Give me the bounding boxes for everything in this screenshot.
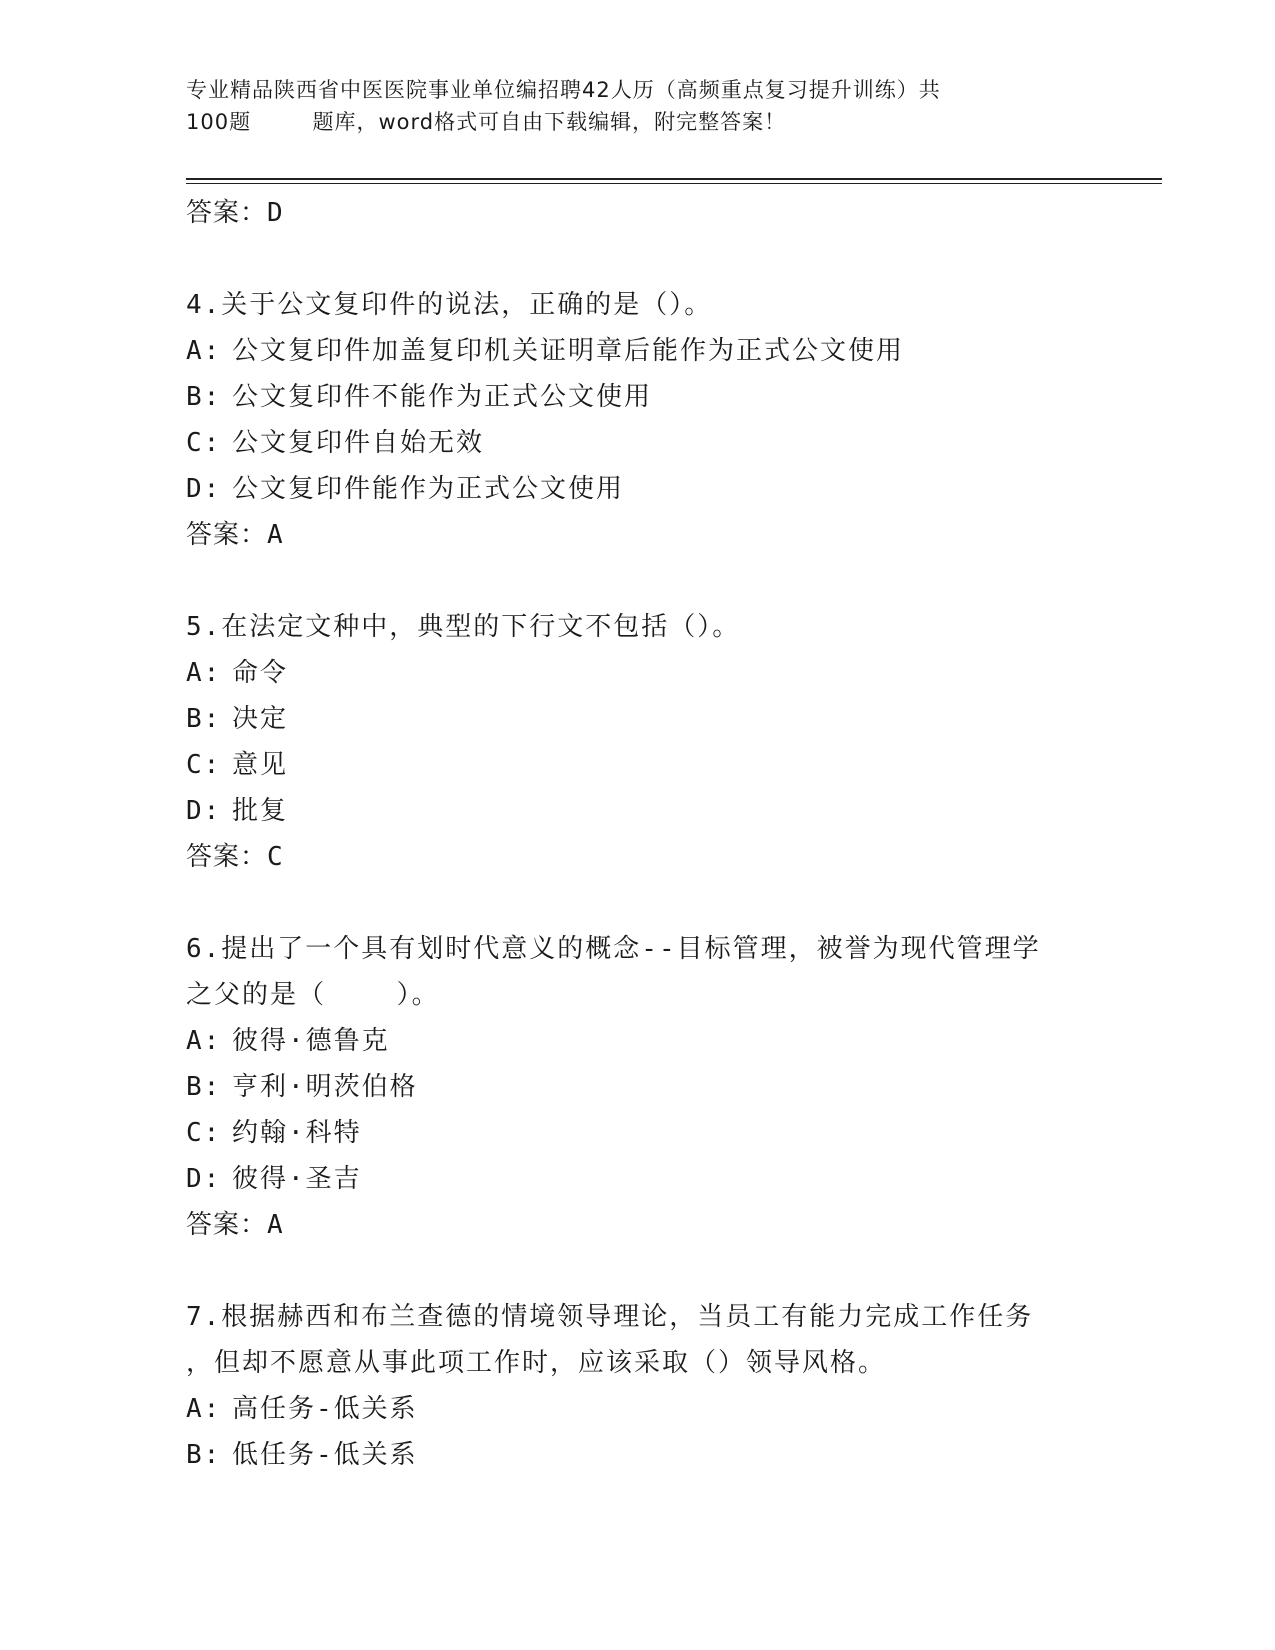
question-option (186, 650, 1086, 696)
question-option (186, 420, 1086, 466)
option-text: 彼得·德鲁克 (232, 1026, 390, 1056)
option-letter: C: (186, 750, 222, 780)
option-letter: D: (186, 474, 222, 504)
option-text: 高任务-低关系 (232, 1394, 418, 1424)
question-option (186, 1156, 1086, 1202)
question-stem-line: 4.关于公文复印件的说法，正确的是（）。 (186, 290, 713, 320)
option-text: 意见 (232, 750, 289, 780)
question-stem-line: 5.在法定文种中，典型的下行文不包括（）。 (186, 612, 741, 642)
option-text: 命令 (232, 658, 289, 688)
answer-label: 答案： (186, 1210, 268, 1240)
question-option (186, 1386, 1086, 1432)
header-rule-thin (186, 183, 1162, 184)
option-letter: A: (186, 336, 222, 366)
question-option (186, 328, 1086, 374)
option-text: 彼得·圣吉 (232, 1164, 362, 1194)
answer-label: 答案： (186, 198, 268, 228)
option-text: 约翰·科特 (232, 1118, 362, 1148)
answer-value: A (267, 520, 284, 550)
previous-answer (186, 190, 1086, 236)
option-letter: D: (186, 796, 222, 826)
question-list (186, 236, 1086, 1478)
question-answer (186, 512, 1086, 558)
question-answer (186, 1202, 1086, 1248)
option-text: 亨利·明茨伯格 (232, 1072, 418, 1102)
question-stem-line: 6.提出了一个具有划时代意义的概念--目标管理，被誉为现代管理学 (186, 934, 1041, 964)
question-spacer (186, 236, 1086, 282)
header-title-line-2: 100题 题库，word格式可自由下载编辑，附完整答案！ (186, 110, 787, 134)
question-option (186, 742, 1086, 788)
question-block (186, 926, 1086, 1248)
question-content (186, 190, 1086, 1478)
question-stem-line: 7.根据赫西和布兰查德的情境领导理论，当员工有能力完成工作任务 (186, 1302, 1034, 1332)
option-letter: A: (186, 1394, 222, 1424)
question-stem-line: ，但却不愿意从事此项工作时，应该采取（）领导风格。 (186, 1348, 887, 1378)
option-text: 公文复印件不能作为正式公文使用 (232, 382, 653, 412)
question-spacer (186, 1248, 1086, 1294)
question-stem-line: 之父的是（ ）。 (186, 980, 440, 1010)
option-text: 批复 (232, 796, 289, 826)
option-letter: B: (186, 1440, 222, 1470)
page-header (186, 74, 1066, 138)
answer-value: A (267, 1210, 284, 1240)
question-option (186, 1018, 1086, 1064)
question-spacer (186, 558, 1086, 604)
header-title-line-1: 专业精品陕西省中医医院事业单位编招聘42人历（高频重点复习提升训练）共 (186, 78, 941, 102)
question-option (186, 1110, 1086, 1156)
option-text: 公文复印件能作为正式公文使用 (232, 474, 625, 504)
answer-value: C (267, 842, 284, 872)
option-text: 低任务-低关系 (232, 1440, 418, 1470)
option-letter: B: (186, 1072, 222, 1102)
option-letter: B: (186, 704, 222, 734)
header-rule-thick (186, 178, 1162, 180)
answer-label: 答案： (186, 520, 268, 550)
option-text: 公文复印件自始无效 (232, 428, 485, 458)
question-option (186, 1432, 1086, 1478)
answer-label: 答案： (186, 842, 268, 872)
option-letter: D: (186, 1164, 222, 1194)
option-letter: B: (186, 382, 222, 412)
option-letter: C: (186, 1118, 222, 1148)
question-block (186, 604, 1086, 880)
option-text: 决定 (232, 704, 289, 734)
option-letter: C: (186, 428, 222, 458)
question-block (186, 1294, 1086, 1478)
question-option (186, 1064, 1086, 1110)
question-option (186, 788, 1086, 834)
question-option (186, 466, 1086, 512)
question-option (186, 374, 1086, 420)
option-text: 公文复印件加盖复印机关证明章后能作为正式公文使用 (232, 336, 905, 366)
answer-value: D (267, 198, 284, 228)
question-option (186, 696, 1086, 742)
option-letter: A: (186, 1026, 222, 1056)
question-block (186, 282, 1086, 558)
option-letter: A: (186, 658, 222, 688)
question-spacer (186, 880, 1086, 926)
question-answer (186, 834, 1086, 880)
